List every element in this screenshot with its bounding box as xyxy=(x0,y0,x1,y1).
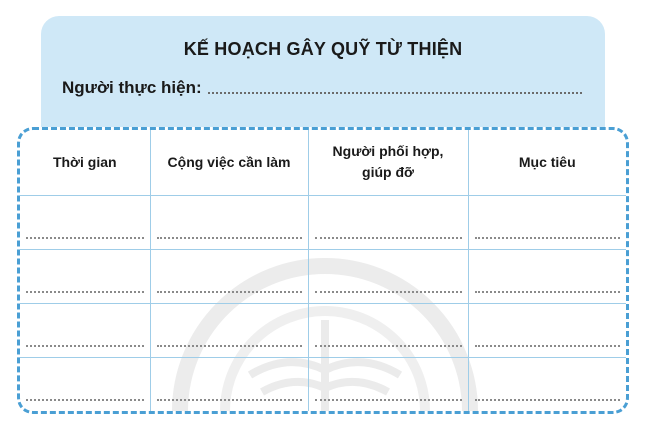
table-row xyxy=(20,195,626,249)
table-cell[interactable] xyxy=(150,303,308,357)
table-cell[interactable] xyxy=(150,195,308,249)
table-cell[interactable] xyxy=(308,303,468,357)
table-row xyxy=(20,303,626,357)
table-cell[interactable] xyxy=(150,249,308,303)
table-row xyxy=(20,357,626,411)
performer-label: Người thực hiện: xyxy=(62,78,202,97)
plan-table-card xyxy=(17,127,629,414)
table-cell[interactable] xyxy=(468,249,626,303)
document-title: KẾ HOẠCH GÂY QUỸ TỪ THIỆN xyxy=(183,39,463,59)
table-row xyxy=(20,249,626,303)
column-header-goals: Mục tiêu xyxy=(468,130,626,195)
table-cell[interactable] xyxy=(308,195,468,249)
table-header-row xyxy=(20,130,626,195)
table-cell[interactable] xyxy=(468,303,626,357)
table-cell[interactable] xyxy=(308,249,468,303)
table-cell[interactable] xyxy=(20,195,150,249)
performer-row xyxy=(62,76,582,98)
column-header-collaborators: Người phối hợp, giúp đỡ xyxy=(308,130,468,195)
table-cell[interactable] xyxy=(308,357,468,411)
table-cell[interactable] xyxy=(20,303,150,357)
table-cell[interactable] xyxy=(468,195,626,249)
table-cell[interactable] xyxy=(150,357,308,411)
plan-table xyxy=(20,130,626,411)
performer-fill-line[interactable] xyxy=(208,91,582,94)
column-header-time: Thời gian xyxy=(20,130,150,195)
table-cell[interactable] xyxy=(20,249,150,303)
table-cell[interactable] xyxy=(20,357,150,411)
column-header-tasks: Cộng việc cần làm xyxy=(150,130,308,195)
table-cell[interactable] xyxy=(468,357,626,411)
